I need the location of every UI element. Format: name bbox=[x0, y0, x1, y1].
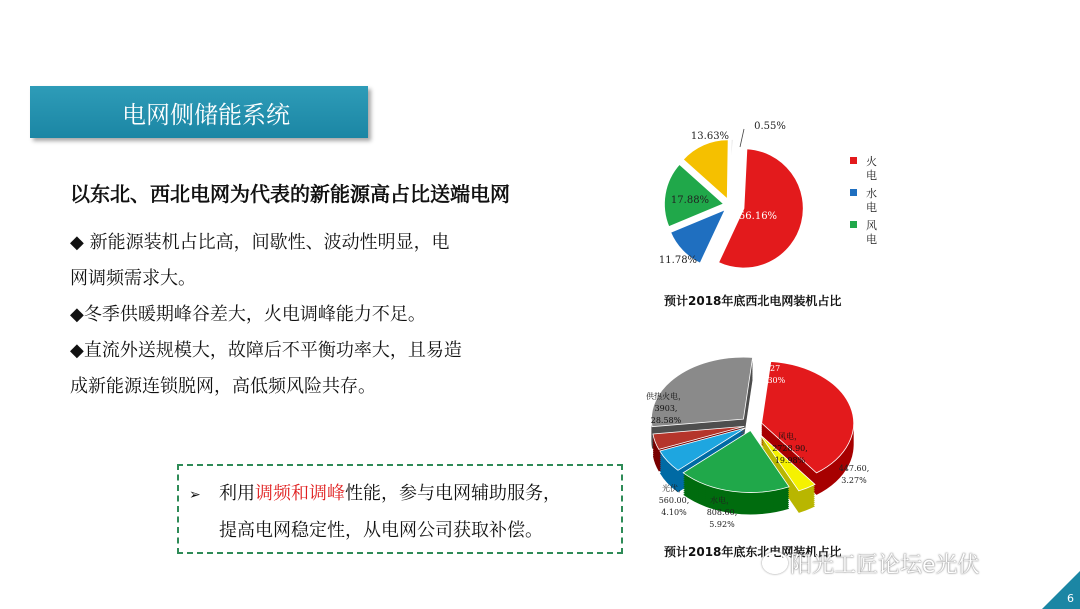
northeast-slice-label-3-3: 19.98% bbox=[774, 456, 806, 465]
note-prefix: 利用 bbox=[219, 483, 255, 504]
northeast-slice-label-5-3: 4.10% bbox=[661, 508, 687, 517]
legend-label-1-2: 电 bbox=[866, 169, 877, 182]
northeast-pie-chart bbox=[640, 335, 880, 535]
northeast-slice-label-3-2: 2728.90, bbox=[772, 444, 808, 453]
northwest-pie-chart bbox=[640, 115, 890, 285]
legend-swatch-1 bbox=[850, 157, 857, 164]
bullet-line-5: 成新能源连锁脱网，高低频风险共存。 bbox=[70, 376, 376, 397]
northeast-slice-label-2-2: 3.27% bbox=[841, 476, 867, 485]
northwest-slice-label-3: 17.88% bbox=[670, 195, 710, 206]
northwest-slice-5 bbox=[730, 139, 733, 199]
northeast-slice-label-1-3: 38.30% bbox=[754, 376, 786, 385]
northwest-slice-label-4: 13.63% bbox=[690, 131, 730, 142]
northwest-slice-label-5: 0.55% bbox=[754, 121, 786, 132]
northwest-slice-label-1: 56.16% bbox=[738, 211, 778, 222]
northeast-slice-label-5-2: 560.00, bbox=[658, 496, 690, 505]
northeast-slice-label-1-2: 5227 bbox=[759, 364, 781, 373]
subheading: 以东北、西北电网为代表的新能源高占比送端电网 bbox=[70, 182, 510, 206]
note-suffix: 性能，参与电网辅助服务， bbox=[345, 483, 561, 504]
northeast-slice-label-1-1: 煤电 bbox=[762, 352, 778, 361]
note-highlight: 调频和调峰 bbox=[255, 483, 345, 504]
legend-label-3-1: 风 bbox=[866, 219, 877, 232]
northwest-chart-title: 预计2018年底西北电网装机占比 bbox=[664, 294, 842, 308]
northeast-slice-label-6-2: 3903, bbox=[654, 404, 678, 413]
legend-swatch-2 bbox=[850, 189, 857, 196]
watermark: 阳光工匠论坛e光伏 bbox=[790, 553, 980, 578]
note-box bbox=[177, 464, 623, 554]
legend-swatch-3 bbox=[850, 221, 857, 228]
page-corner bbox=[1042, 571, 1080, 609]
northeast-slice-label-4-2: 808.60, bbox=[706, 508, 738, 517]
bullet-line-3: ◆冬季供暖期峰谷差大，火电调峰能力不足。 bbox=[70, 304, 426, 325]
wechat-icon bbox=[762, 552, 788, 574]
note-line-2: 提高电网稳定性，从电网公司获取补偿。 bbox=[219, 520, 543, 541]
northeast-slice-label-4-3: 5.92% bbox=[709, 520, 735, 529]
arrow-icon: ➢ bbox=[189, 487, 201, 503]
northwest-slice-label-2: 11.78% bbox=[658, 255, 698, 266]
northeast-slice-label-5-1: 光伏， bbox=[662, 484, 686, 493]
bullet-line-1: ◆ 新能源装机占比高，间歇性、波动性明显，电 bbox=[70, 232, 450, 253]
northeast-slice-label-6-1: 供热火电， bbox=[646, 392, 686, 401]
legend-label-2-2: 电 bbox=[866, 201, 877, 214]
bullet-list bbox=[70, 226, 530, 406]
northeast-slice-label-4-1: 水电， bbox=[710, 496, 734, 505]
page-number: 6 bbox=[1067, 592, 1074, 605]
northeast-chart-title: 预计2018年底东北电网装机占比 bbox=[664, 545, 842, 559]
leader-line bbox=[740, 129, 744, 147]
legend-label-2-1: 水 bbox=[866, 187, 877, 200]
legend-label-1-1: 火 bbox=[866, 155, 877, 168]
section-title: 电网侧储能系统 bbox=[122, 100, 290, 129]
northeast-slice-label-3-1: 风电， bbox=[778, 432, 802, 441]
note-line-1 bbox=[189, 476, 621, 513]
bullet-line-2: 网调频需求大。 bbox=[70, 268, 196, 289]
northeast-slice-label-2-1: 447.60, bbox=[838, 464, 870, 473]
legend-label-3-2: 电 bbox=[866, 233, 877, 246]
section-title-bar bbox=[30, 86, 368, 138]
bullet-line-4: ◆直流外送规模大，故障后不平衡功率大，且易造 bbox=[70, 340, 462, 361]
northeast-slice-label-6-3: 28.58% bbox=[650, 416, 682, 425]
